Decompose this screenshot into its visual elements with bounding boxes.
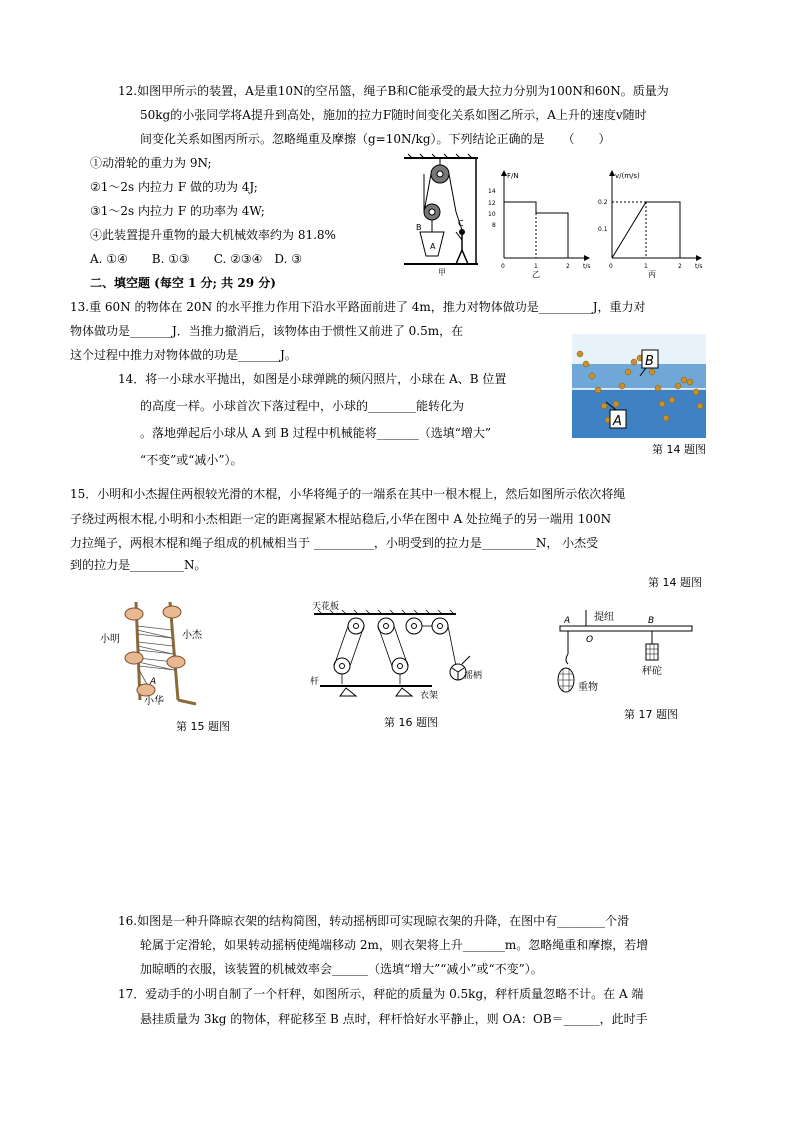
yi-xtick-0: 0 bbox=[501, 263, 505, 270]
bing-xtick-0: 0 bbox=[609, 263, 613, 270]
q12-line-1: 12.如图甲所示的装置，A是重10N的空吊篮，绳子B和C能承受的最大拉力分别为100N和60N。质量为 bbox=[118, 84, 669, 98]
fig16-caption: 第 16 题图 bbox=[384, 716, 438, 729]
q12-choices: A. ①④ B. ①③ C. ②③④ D. ③ bbox=[90, 252, 303, 266]
fig14-label-a: A bbox=[613, 414, 622, 429]
q12-figure-bing bbox=[596, 168, 708, 278]
fig16-figure bbox=[306, 600, 490, 704]
yi-ytick-12: 12 bbox=[488, 200, 496, 207]
fig15-label-jie: 小杰 bbox=[182, 630, 202, 641]
q12-figure-yi bbox=[488, 168, 594, 278]
bing-ytick-02: 0.2 bbox=[598, 199, 608, 206]
q12-figure-jia bbox=[398, 152, 484, 277]
fig16-rod: 杆 bbox=[310, 677, 320, 687]
yi-ytick-10: 10 bbox=[488, 211, 496, 218]
fig16-hanger: 衣架 bbox=[420, 691, 439, 701]
q15-line-2: 子绕过两根木棍,小明和小杰相距一定的距离握紧木棍站稳后,小华在图中 A 处拉绳子的另一端用 100N bbox=[70, 512, 612, 526]
q13-line-2: 物体做功是_______J．当推力撤消后，该物体由于惯性又前进了 0.5m，在 bbox=[70, 324, 464, 338]
q15-stray-caption: 第 14 题图 bbox=[648, 576, 702, 589]
q17-line-2: 悬挂质量为 3kg 的物体，秤砣移至 B 点时，秤杆恰好水平静止，则 OA：OB＝______，此时手 bbox=[140, 1012, 648, 1026]
fig-jia-caption: 甲 bbox=[438, 268, 446, 277]
q12-option-4: ④此装置提升重物的最大机械效率约为 81.8% bbox=[90, 228, 336, 242]
yi-ylabel: F/N bbox=[507, 172, 519, 180]
yi-xtick-2: 2 bbox=[566, 263, 570, 270]
q12-line-2: 50kg的小张同学将A提升到高处，施加的拉力F随时间变化关系如图乙所示，A上升的速度v随时 bbox=[140, 108, 647, 122]
q15-line-1: 15．小明和小杰握住两根较光滑的木棍，小华将绳子的一端系在其中一根木棍上，然后如图所示依次将绳 bbox=[70, 487, 626, 501]
q15-line-3: 力拉绳子，两根木棍和绳子组成的机械相当于 __________，小明受到的拉力是_________N， 小杰受 bbox=[70, 536, 599, 550]
fig17-label-a: A bbox=[564, 616, 571, 626]
fig15-label-hua: 小华 bbox=[144, 696, 164, 707]
q14-line-3: 。落地弹起后小球从 A 到 B 过程中机械能将_______（选填“增大” bbox=[140, 426, 492, 440]
q12-line-3: 间变化关系如图丙所示。忽略绳重及摩擦（g=10N/kg）。下列结论正确的是 （ ） bbox=[140, 132, 611, 146]
section-2-title: 二、填空题 (每空 1 分; 共 29 分) bbox=[90, 276, 276, 290]
fig17-weight: 重物 bbox=[578, 682, 598, 693]
q14-line-1: 14．将一小球水平抛出，如图是小球弹跳的频闪照片，小球在 A、B 位置 bbox=[118, 372, 507, 386]
fig17-figure bbox=[556, 606, 696, 702]
fig17-label-o: O bbox=[586, 635, 594, 645]
bing-xlabel: t/s bbox=[695, 263, 703, 270]
bing-xtick-1: 1 bbox=[644, 263, 648, 270]
q12-option-1: ①动滑轮的重力为 9N; bbox=[90, 156, 212, 170]
bing-ylabel: v/(m/s) bbox=[615, 172, 640, 180]
label-c: C bbox=[458, 219, 464, 228]
bing-xtick-2: 2 bbox=[678, 263, 682, 270]
q16-line-3: 加晾晒的衣服，该装置的机械效率会______（选填“增大”“减小”或“不变”）。 bbox=[140, 962, 543, 976]
q14-line-2: 的高度一样。小球首次下落过程中，小球的________能转化为 bbox=[140, 399, 465, 413]
yi-ytick-14: 14 bbox=[488, 188, 496, 195]
fig17-rope: 提纽 bbox=[594, 612, 614, 623]
bing-ytick-01: 0.1 bbox=[598, 226, 608, 233]
fig-yi-caption: 乙 bbox=[532, 270, 540, 278]
q14-line-4: “不变”或“减小”）。 bbox=[140, 453, 243, 467]
q15-figure bbox=[100, 600, 210, 710]
q14-figure-caption: 第 14 题图 bbox=[652, 443, 706, 456]
q14-figure bbox=[572, 334, 706, 438]
q12-option-2: ②1～2s 内拉力 F 做的功为 4J; bbox=[90, 180, 258, 194]
q15-figure-caption: 第 15 题图 bbox=[176, 720, 230, 733]
fig17-label-b: B bbox=[648, 616, 655, 626]
q13-line-3: 这个过程中推力对物体做的功是_______J。 bbox=[70, 348, 297, 362]
yi-xlabel: t/s bbox=[583, 263, 591, 270]
label-b: B bbox=[416, 223, 422, 232]
q16-line-1: 16.如图是一种升降晾衣架的结构简图，转动摇柄即可实现晾衣架的升降，在图中有________个滑 bbox=[118, 914, 630, 928]
fig16-crank: 摇柄 bbox=[464, 671, 483, 681]
fig-bing-caption: 丙 bbox=[648, 270, 656, 278]
q17-line-1: 17．爱动手的小明自制了一个杆秤，如图所示，秤砣的质量为 0.5kg，秤杆质量忽略不计。在 A 端 bbox=[118, 987, 644, 1001]
fig17-caption: 第 17 题图 bbox=[624, 708, 678, 721]
fig17-counterweight: 秤砣 bbox=[642, 666, 662, 677]
label-a: A bbox=[430, 242, 436, 251]
q16-line-2: 轮属于定滑轮，如果转动摇柄使绳端移动 2m，则衣架将上升_______m。忽略绳重和摩擦，若增 bbox=[140, 938, 649, 952]
yi-ytick-8: 8 bbox=[492, 222, 496, 229]
q12-option-3: ③1～2s 内拉力 F 的功率为 4W; bbox=[90, 204, 265, 218]
q13-line-1: 13.重 60N 的物体在 20N 的水平推力作用下沿水平路面前进了 4m，推力对物体做功是_________J，重力对 bbox=[70, 300, 646, 314]
fig15-label-a: A bbox=[150, 677, 157, 687]
fig14-label-b: B bbox=[645, 354, 654, 369]
yi-xtick-1: 1 bbox=[534, 263, 538, 270]
q15-line-4: 到的拉力是_________N。 bbox=[70, 558, 207, 572]
fig15-label-ming: 小明 bbox=[100, 634, 120, 645]
fig16-ceiling: 天花板 bbox=[312, 602, 340, 612]
